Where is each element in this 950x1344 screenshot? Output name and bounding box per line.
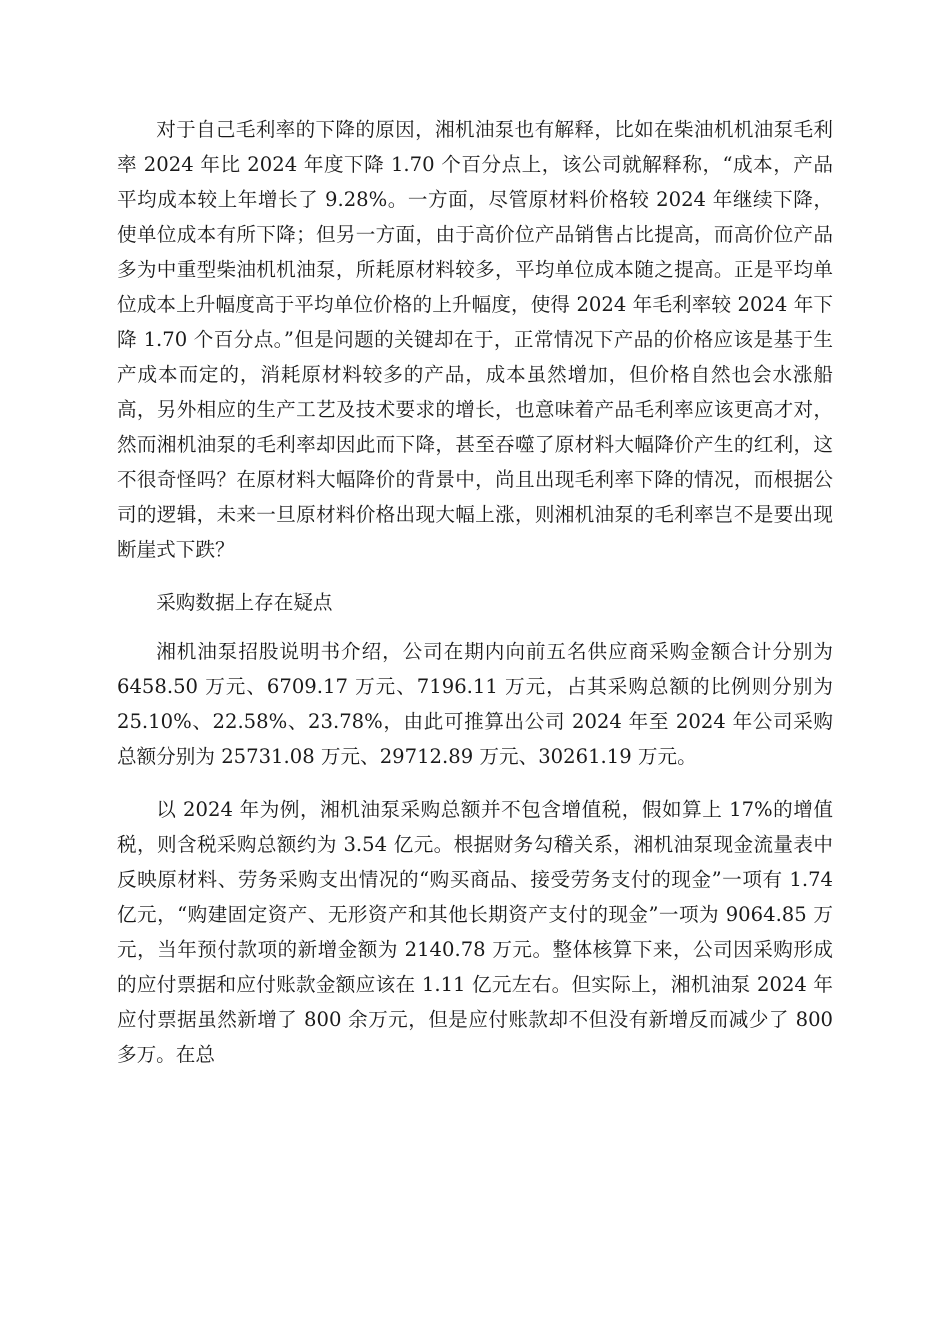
- section-heading-procurement-doubts: 采购数据上存在疑点: [156, 591, 333, 614]
- document-body: [117, 112, 833, 1072]
- paragraph-supplier-purchases: 湘机油泵招股说明书介绍，公司在期内向前五名供应商采购金额合计分别为 6458.50 万元、6709.17 万元、7196.11 万元，占其采购总额的比例则分别为 25.10%、22.58%、23.78%，由此可推算出公司 2024 年至 2024 年公司采购总额分别为 25731.08 万元、29712.89 万元、30261.19 万元。: [117, 640, 833, 768]
- paragraph-gross-margin-explanation: 对于自己毛利率的下降的原因，湘机油泵也有解释，比如在柴油机机油泵毛利率 2024 年比 2024 年度下降 1.70 个百分点上，该公司就解释称，“成本，产品平均成本较上年增长了 9.28%。一方面，尽管原材料价格较 2024 年继续下降，使单位成本有所下降；但另一方面，由于高价位产品销售占比提高，而高价位产品多为中重型柴油机机油泵，所耗原材料较多，平均单位成本随之提高。正是平均单位成本上升幅度高于平均单位价格的上升幅度，使得 2024 年毛利率较 2024 年下降 1.70 个百分点。”但是问题的关键却在于，正常情况下产品的价格应该是基于生产成本而定的，消耗原材料较多的产品，成本虽然增加，但价格自然也会水涨船高，另外相应的生产工艺及技术要求的增长，也意味着产品毛利率应该更高才对，然而湘机油泵的毛利率却因此而下降，甚至吞噬了原材料大幅降价产生的红利，这不很奇怪吗？在原材料大幅降价的背景中，尚且出现毛利率下降的情况，而根据公司的逻辑，未来一旦原材料价格出现大幅上涨，则湘机油泵的毛利率岂不是要出现断崖式下跌？: [117, 118, 833, 561]
- paragraph-tax-inclusive-analysis: 以 2024 年为例，湘机油泵采购总额并不包含增值税，假如算上 17%的增值税，则含税采购总额约为 3.54 亿元。根据财务勾稽关系，湘机油泵现金流量表中反映原材料、劳务采购支出情况的“购买商品、接受劳务支付的现金”一项有 1.74 亿元，“购建固定资产、无形资产和其他长期资产支付的现金”一项为 9064.85 万元，当年预付款项的新增金额为 2140.78 万元。整体核算下来，公司因采购形成的应付票据和应付账款金额应该在 1.11 亿元左右。但实际上，湘机油泵 2024 年应付票据虽然新增了 800 余万元，但是应付账款却不但没有新增反而减少了 800 多万。在总: [117, 798, 833, 1066]
